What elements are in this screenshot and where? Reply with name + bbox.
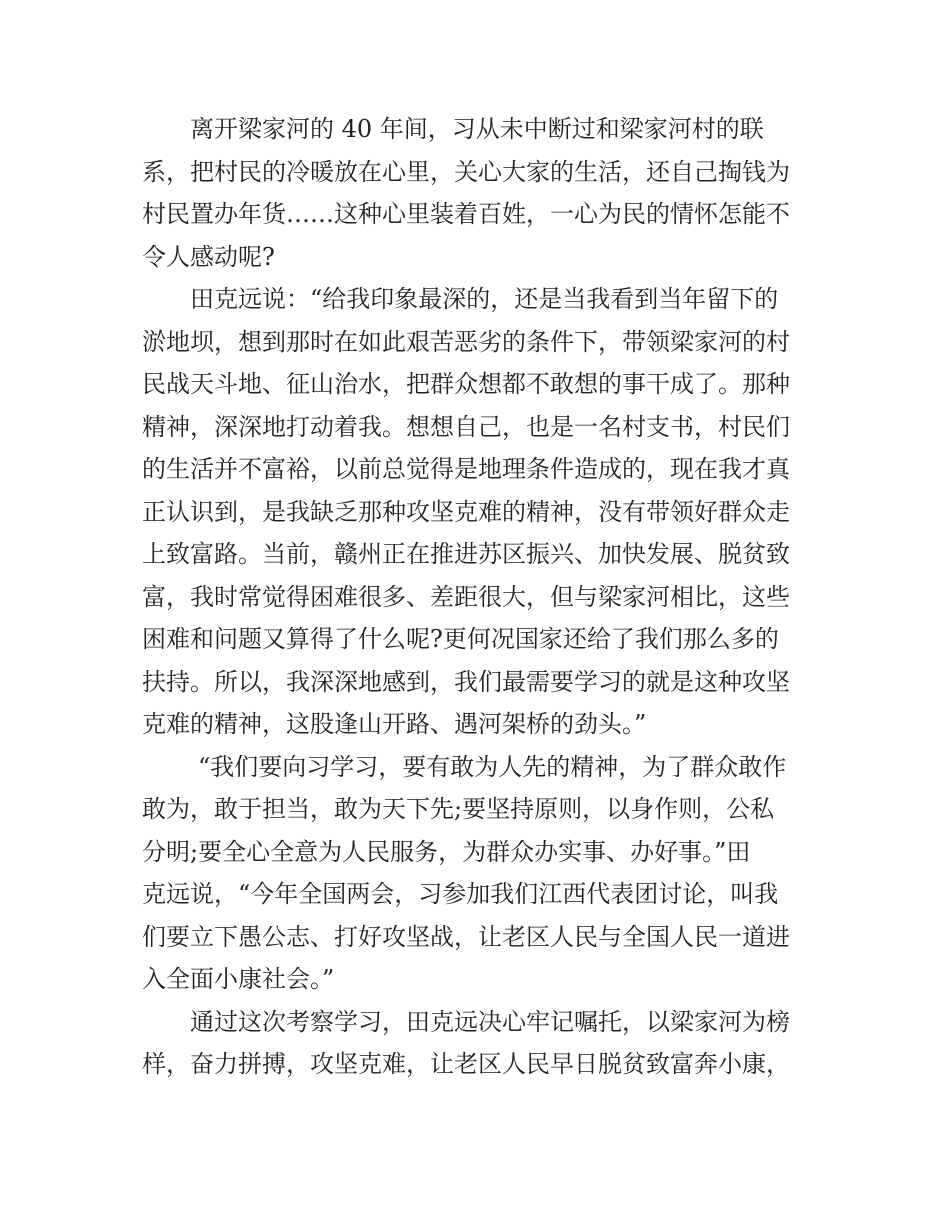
text-line: 通过这次考察学习，田克远决心牢记嘱托，以梁家河为榜 <box>190 1007 790 1036</box>
text-line: 克难的精神，这股逢山开路、遇河架桥的劲头。” <box>142 710 647 738</box>
text-line: 淤地坝，想到那时在如此艰苦恶劣的条件下，带领梁家河的村 <box>142 327 790 356</box>
text-line: 令人感动呢? <box>142 242 275 271</box>
text-line: 田克远说：“给我印象最深的，还是当我看到当年留下的 <box>190 285 779 313</box>
text-line: 民战天斗地、征山治水，把群众想都不敢想的事干成了。那种 <box>142 370 790 398</box>
paragraph-2 <box>142 278 822 746</box>
text-line: 分明;要全心全意为人民服务，为群众办实事、办好事。”田 <box>142 837 751 866</box>
text-line: 富，我时常觉得困难很多、差距很大，但与梁家河相比，这些 <box>142 582 790 611</box>
article-body <box>142 108 822 1086</box>
text-line: 的生活并不富裕，以前总觉得是地理条件造成的，现在我才真 <box>142 455 790 483</box>
text-line: 敢为，敢于担当，敢为天下先;要坚持原则，以身作则，公私 <box>142 795 775 823</box>
text-line: 离开梁家河的 40 年间，习从未中断过和梁家河村的联 <box>190 115 764 143</box>
paragraph-3 <box>142 746 822 1001</box>
text-line: 样，奋力拼搏，攻坚克难，让老区人民早日脱贫致富奔小康， <box>142 1050 790 1078</box>
text-line: “我们要向习学习，要有敢为人先的精神，为了群众敢作 <box>198 752 787 781</box>
text-line: 困难和问题又算得了什么呢?更何况国家还给了我们那么多的 <box>142 625 779 653</box>
text-line: 精神，深深地打动着我。想想自己，也是一名村支书，村民们 <box>142 412 790 441</box>
text-line: 们要立下愚公志、打好攻坚战，让老区人民与全国人民一道进 <box>142 922 790 951</box>
paragraph-1 <box>142 108 822 278</box>
text-line: 克远说，“今年全国两会，习参加我们江西代表团讨论，叫我 <box>142 880 779 908</box>
paragraph-4 <box>142 1001 822 1086</box>
text-line: 系，把村民的冷暖放在心里，关心大家的生活，还自己掏钱为 <box>142 157 790 186</box>
text-line: 村民置办年货……这种心里装着百姓，一心为民的情怀怎能不 <box>142 200 790 228</box>
text-line: 入全面小康社会。” <box>142 965 335 993</box>
text-line: 正认识到，是我缺乏那种攻坚克难的精神，没有带领好群众走 <box>142 497 790 526</box>
text-line: 扶持。所以，我深深地感到，我们最需要学习的就是这种攻坚 <box>142 667 790 696</box>
text-line: 上致富路。当前，赣州正在推进苏区振兴、加快发展、脱贫致 <box>142 540 790 568</box>
